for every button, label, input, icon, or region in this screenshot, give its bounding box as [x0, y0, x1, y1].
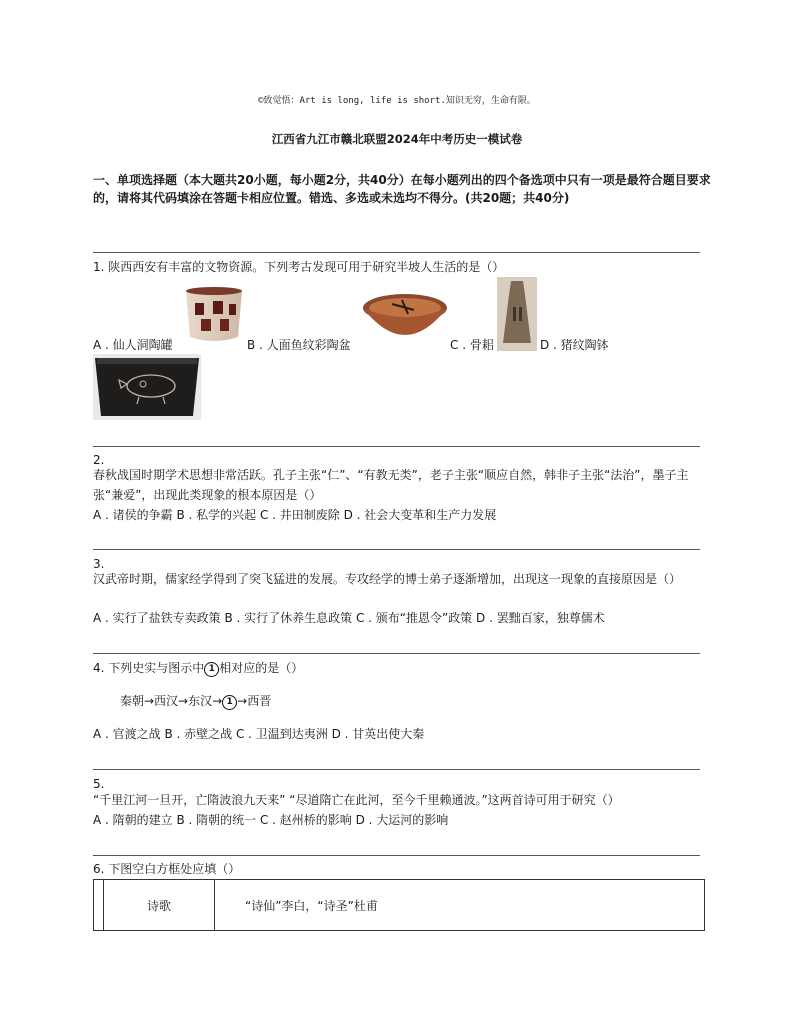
q1-option-c[interactable]: C . 骨耜	[450, 338, 494, 352]
bone-spade-image	[497, 277, 537, 351]
q3-options[interactable]: A . 实行了盐铁专卖政策 B . 实行了休养生息政策 C . 颁布“推恩令”政策 D . 罢黜百家，独尊儒术	[93, 611, 605, 625]
q2-options[interactable]: A . 诸侯的争霸 B . 私学的兴起 C . 井田制废除 D . 社会大变革和生产力发展	[93, 508, 497, 522]
q4-stem	[93, 658, 701, 678]
painted-basin-image	[362, 292, 448, 350]
blank-cell	[94, 880, 104, 931]
q2-number: 2.	[93, 453, 105, 467]
q2-stem: 春秋战国时期学术思想非常活跃。孔子主张“仁”、“有教无类”，老子主张“顺应自然，韩非子主张“法治”，墨子主张“兼爱”，出现此类现象的根本原因是（）	[93, 468, 689, 502]
divider	[93, 855, 700, 856]
q4-options[interactable]: A . 官渡之战 B . 赤壁之战 C . 卫温到达夷洲 D . 甘英出使大秦	[93, 727, 425, 741]
q5-stem: “千里江河一旦开，亡隋波浪九天来” “尽道隋亡在此河，至今千里赖通波。”这两首诗可用于研究（）	[93, 793, 620, 807]
section-instructions: 一、单项选择题（本大题共20小题，每小题2分，共40分）在每小题列出的四个备选项中只有一项是最符合题目要求的，请将其代码填涂在答题卡相应位置。错选、多选或未选均不得分。(共20题；共40分)	[93, 173, 711, 205]
q5-options[interactable]: A . 隋朝的建立 B . 隋朝的统一 C . 赵州桥的影响 D . 大运河的影响	[93, 813, 449, 827]
divider	[93, 549, 700, 550]
circled-number-marker: 1	[204, 662, 219, 677]
q6-table	[93, 879, 705, 931]
q4-stem-pre: 4. 下列史实与图示中	[93, 661, 205, 675]
divider	[93, 653, 700, 654]
table-row	[94, 880, 705, 931]
pig-pattern-bowl-image	[93, 354, 201, 420]
divider	[93, 769, 700, 770]
q1-stem: 1. 陕西西安有丰富的文物资源。下列考古发现可用于研究半坡人生活的是（）	[93, 260, 505, 274]
q4-diagram-post: →西晋	[237, 694, 272, 708]
q1-option-a[interactable]: A . 仙人洞陶罐	[93, 338, 173, 352]
table-cell-value: “诗仙”李白，“诗圣”杜甫	[215, 880, 705, 931]
circled-number-marker: 1	[222, 695, 237, 710]
pottery-jar-image	[183, 285, 245, 347]
q4-diagram-pre: 秦朝→西汉→东汉→	[120, 694, 223, 708]
q3-stem: 汉武帝时期，儒家经学得到了突飞猛进的发展。专攻经学的博士弟子逐渐增加，出现这一现象的直接原因是（）	[93, 572, 682, 586]
q4-stem-post: 相对应的是（）	[219, 661, 304, 675]
q4-timeline-diagram	[120, 692, 271, 710]
q6-stem: 6. 下图空白方框处应填（）	[93, 862, 241, 876]
exam-title: 江西省九江市赣北联盟2024年中考历史一模试卷	[271, 132, 523, 146]
table-cell-label: 诗歌	[104, 880, 215, 931]
q5-number: 5.	[93, 777, 105, 791]
q3-number: 3.	[93, 557, 105, 571]
header-note: ©致觉悟：Art is long, life is short.知识无穷，生命有限。	[258, 96, 536, 106]
q1-option-b[interactable]: B . 人面鱼纹彩陶盆	[247, 338, 351, 352]
q1-option-d[interactable]: D . 猪纹陶钵	[540, 338, 609, 352]
divider	[93, 446, 700, 447]
divider	[93, 252, 700, 253]
